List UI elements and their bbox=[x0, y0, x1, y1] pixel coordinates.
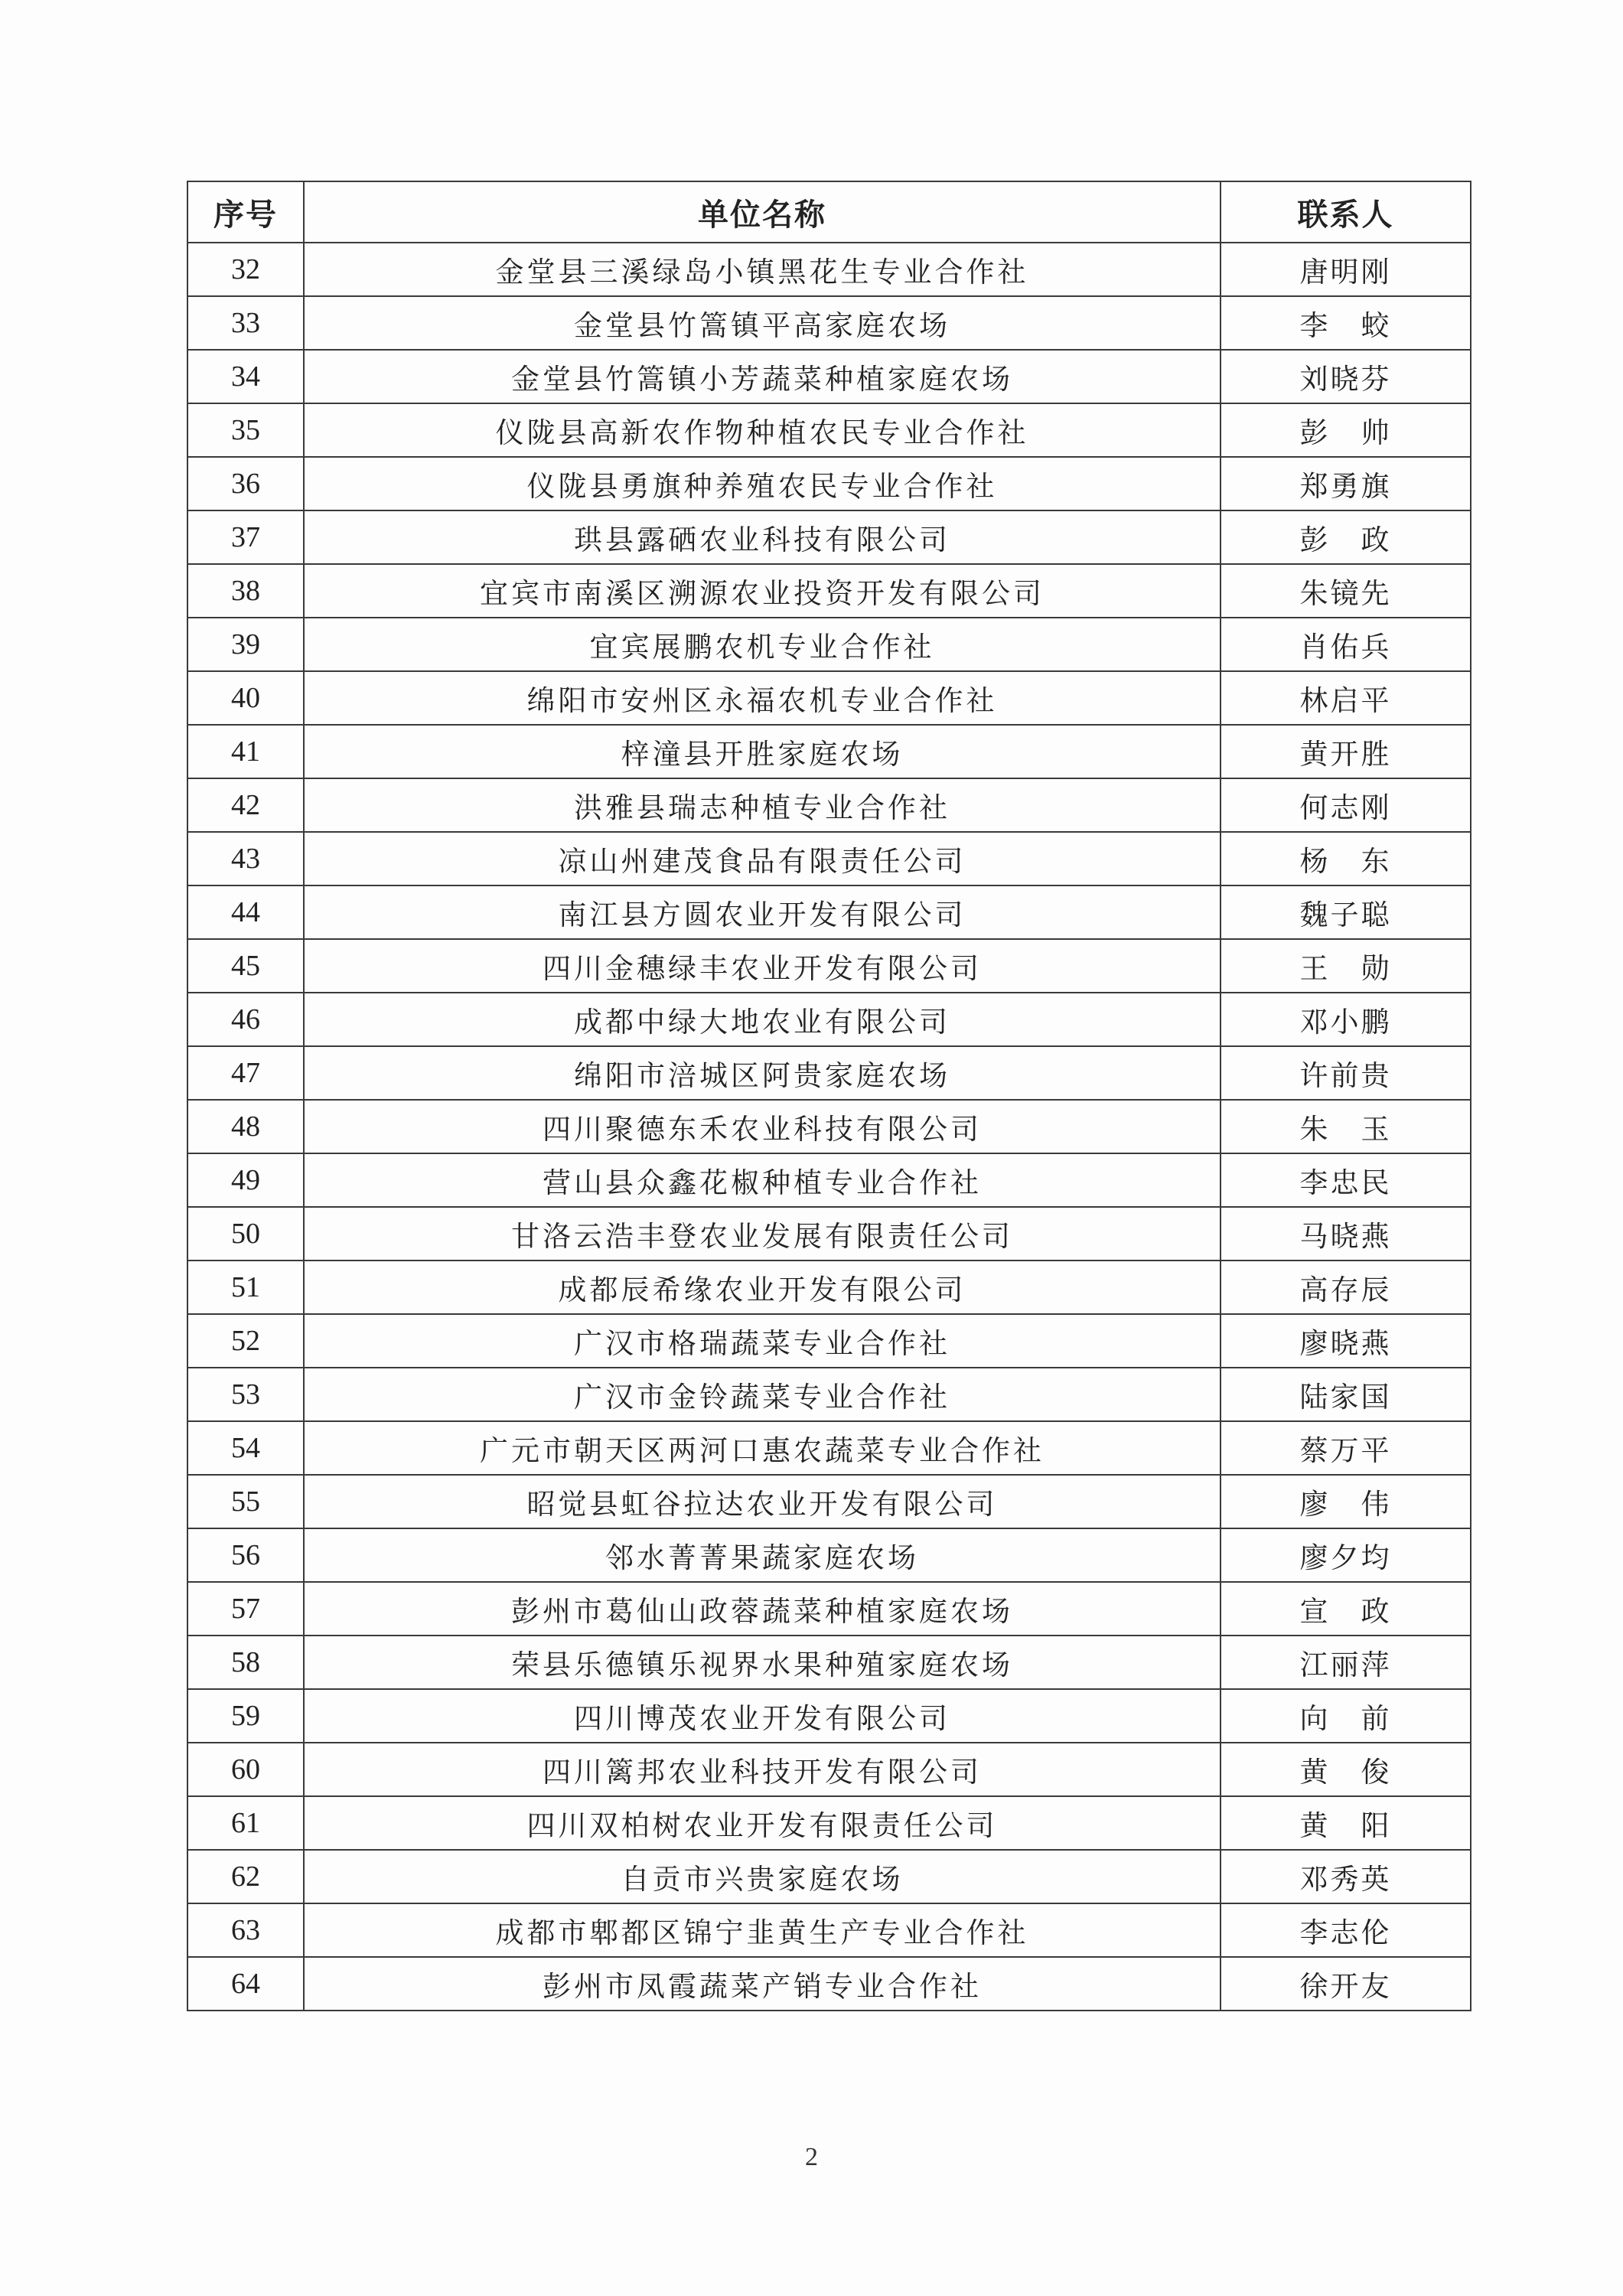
unit-name: 仪陇县勇旗种养殖农民专业合作社 bbox=[304, 457, 1221, 510]
contact-person: 李忠民 bbox=[1221, 1153, 1471, 1207]
unit-name: 四川双柏树农业开发有限责任公司 bbox=[304, 1796, 1221, 1850]
contact-person: 黄 俊 bbox=[1221, 1743, 1471, 1796]
row-number: 60 bbox=[187, 1743, 304, 1796]
table-row bbox=[187, 350, 1471, 403]
row-number: 54 bbox=[187, 1421, 304, 1475]
table-row bbox=[187, 1796, 1471, 1850]
table-row bbox=[187, 1153, 1471, 1207]
contact-person: 徐开友 bbox=[1221, 1957, 1471, 2011]
row-number: 39 bbox=[187, 618, 304, 671]
table-row bbox=[187, 243, 1471, 296]
row-number: 49 bbox=[187, 1153, 304, 1207]
row-number: 32 bbox=[187, 243, 304, 296]
contact-person: 许前贵 bbox=[1221, 1046, 1471, 1100]
unit-name: 凉山州建茂食品有限责任公司 bbox=[304, 832, 1221, 885]
contact-person: 朱 玉 bbox=[1221, 1100, 1471, 1153]
row-number: 47 bbox=[187, 1046, 304, 1100]
row-number: 44 bbox=[187, 885, 304, 939]
table-body bbox=[187, 243, 1471, 2011]
unit-name: 彭州市凤霞蔬菜产销专业合作社 bbox=[304, 1957, 1221, 2011]
table-row bbox=[187, 1314, 1471, 1368]
row-number: 48 bbox=[187, 1100, 304, 1153]
unit-name: 成都中绿大地农业有限公司 bbox=[304, 993, 1221, 1046]
unit-name: 绵阳市安州区永福农机专业合作社 bbox=[304, 671, 1221, 725]
unit-name: 四川篱邦农业科技开发有限公司 bbox=[304, 1743, 1221, 1796]
contact-person: 宣 政 bbox=[1221, 1582, 1471, 1636]
contact-person: 彭 帅 bbox=[1221, 403, 1471, 457]
contact-person: 王 勋 bbox=[1221, 939, 1471, 993]
contact-person: 陆家国 bbox=[1221, 1368, 1471, 1421]
unit-name: 成都辰希缘农业开发有限公司 bbox=[304, 1261, 1221, 1314]
contact-person: 李 蛟 bbox=[1221, 296, 1471, 350]
contact-person: 廖 伟 bbox=[1221, 1475, 1471, 1528]
contact-person: 邓小鹏 bbox=[1221, 993, 1471, 1046]
contact-person: 郑勇旗 bbox=[1221, 457, 1471, 510]
table-row bbox=[187, 1636, 1471, 1689]
table-row bbox=[187, 885, 1471, 939]
row-number: 53 bbox=[187, 1368, 304, 1421]
unit-name: 广元市朝天区两河口惠农蔬菜专业合作社 bbox=[304, 1421, 1221, 1475]
row-number: 51 bbox=[187, 1261, 304, 1314]
unit-name: 广汉市金铃蔬菜专业合作社 bbox=[304, 1368, 1221, 1421]
table-header-row bbox=[187, 181, 1471, 243]
row-number: 56 bbox=[187, 1528, 304, 1582]
unit-name: 营山县众鑫花椒种植专业合作社 bbox=[304, 1153, 1221, 1207]
row-number: 43 bbox=[187, 832, 304, 885]
unit-name: 四川博茂农业开发有限公司 bbox=[304, 1689, 1221, 1743]
unit-name: 邻水菁菁果蔬家庭农场 bbox=[304, 1528, 1221, 1582]
row-number: 62 bbox=[187, 1850, 304, 1903]
table-row bbox=[187, 993, 1471, 1046]
row-number: 42 bbox=[187, 778, 304, 832]
table-row bbox=[187, 1957, 1471, 2011]
page-number: 2 bbox=[805, 2143, 818, 2171]
header-unit-name: 单位名称 bbox=[304, 181, 1221, 243]
unit-name: 宜宾展鹏农机专业合作社 bbox=[304, 618, 1221, 671]
table-row bbox=[187, 564, 1471, 618]
row-number: 40 bbox=[187, 671, 304, 725]
table-row bbox=[187, 832, 1471, 885]
contact-person: 廖夕均 bbox=[1221, 1528, 1471, 1582]
unit-name: 洪雅县瑞志种植专业合作社 bbox=[304, 778, 1221, 832]
row-number: 37 bbox=[187, 510, 304, 564]
row-number: 35 bbox=[187, 403, 304, 457]
contact-person: 杨 东 bbox=[1221, 832, 1471, 885]
table-row bbox=[187, 1207, 1471, 1261]
table-row bbox=[187, 1421, 1471, 1475]
table-row bbox=[187, 618, 1471, 671]
table-row bbox=[187, 1903, 1471, 1957]
unit-name: 宜宾市南溪区溯源农业投资开发有限公司 bbox=[304, 564, 1221, 618]
row-number: 52 bbox=[187, 1314, 304, 1368]
unit-name: 金堂县竹篙镇小芳蔬菜种植家庭农场 bbox=[304, 350, 1221, 403]
unit-name: 仪陇县高新农作物种植农民专业合作社 bbox=[304, 403, 1221, 457]
table-row bbox=[187, 778, 1471, 832]
table-row bbox=[187, 1046, 1471, 1100]
row-number: 50 bbox=[187, 1207, 304, 1261]
row-number: 63 bbox=[187, 1903, 304, 1957]
unit-name: 荣县乐德镇乐视界水果种殖家庭农场 bbox=[304, 1636, 1221, 1689]
table-row bbox=[187, 1582, 1471, 1636]
unit-name: 广汉市格瑞蔬菜专业合作社 bbox=[304, 1314, 1221, 1368]
table-row bbox=[187, 671, 1471, 725]
contact-person: 黄开胜 bbox=[1221, 725, 1471, 778]
row-number: 33 bbox=[187, 296, 304, 350]
row-number: 61 bbox=[187, 1796, 304, 1850]
contact-person: 蔡万平 bbox=[1221, 1421, 1471, 1475]
contact-person: 邓秀英 bbox=[1221, 1850, 1471, 1903]
table-row bbox=[187, 1689, 1471, 1743]
table-row bbox=[187, 510, 1471, 564]
unit-name: 珙县露硒农业科技有限公司 bbox=[304, 510, 1221, 564]
table-row bbox=[187, 403, 1471, 457]
contact-person: 肖佑兵 bbox=[1221, 618, 1471, 671]
contact-person: 朱镜先 bbox=[1221, 564, 1471, 618]
row-number: 59 bbox=[187, 1689, 304, 1743]
row-number: 38 bbox=[187, 564, 304, 618]
contact-person: 高存辰 bbox=[1221, 1261, 1471, 1314]
table-row bbox=[187, 1475, 1471, 1528]
row-number: 41 bbox=[187, 725, 304, 778]
contact-person: 刘晓芬 bbox=[1221, 350, 1471, 403]
row-number: 55 bbox=[187, 1475, 304, 1528]
row-number: 45 bbox=[187, 939, 304, 993]
row-number: 34 bbox=[187, 350, 304, 403]
contact-person: 李志伦 bbox=[1221, 1903, 1471, 1957]
row-number: 58 bbox=[187, 1636, 304, 1689]
unit-name: 四川聚德东禾农业科技有限公司 bbox=[304, 1100, 1221, 1153]
contact-person: 黄 阳 bbox=[1221, 1796, 1471, 1850]
table-row bbox=[187, 1368, 1471, 1421]
table-row bbox=[187, 1528, 1471, 1582]
row-number: 57 bbox=[187, 1582, 304, 1636]
unit-name: 昭觉县虹谷拉达农业开发有限公司 bbox=[304, 1475, 1221, 1528]
header-number: 序号 bbox=[187, 181, 304, 243]
contact-person: 唐明刚 bbox=[1221, 243, 1471, 296]
table-row bbox=[187, 1261, 1471, 1314]
row-number: 64 bbox=[187, 1957, 304, 2011]
header-contact: 联系人 bbox=[1221, 181, 1471, 243]
unit-name: 彭州市葛仙山政蓉蔬菜种植家庭农场 bbox=[304, 1582, 1221, 1636]
contact-person: 向 前 bbox=[1221, 1689, 1471, 1743]
contact-person: 林启平 bbox=[1221, 671, 1471, 725]
unit-name: 金堂县三溪绿岛小镇黑花生专业合作社 bbox=[304, 243, 1221, 296]
contact-person: 江丽萍 bbox=[1221, 1636, 1471, 1689]
unit-name: 金堂县竹篙镇平高家庭农场 bbox=[304, 296, 1221, 350]
row-number: 36 bbox=[187, 457, 304, 510]
table-row bbox=[187, 1850, 1471, 1903]
contact-person: 廖晓燕 bbox=[1221, 1314, 1471, 1368]
unit-name: 四川金穗绿丰农业开发有限公司 bbox=[304, 939, 1221, 993]
unit-name: 自贡市兴贵家庭农场 bbox=[304, 1850, 1221, 1903]
table-row bbox=[187, 1743, 1471, 1796]
unit-name: 南江县方圆农业开发有限公司 bbox=[304, 885, 1221, 939]
contact-person: 马晓燕 bbox=[1221, 1207, 1471, 1261]
contact-person: 彭 政 bbox=[1221, 510, 1471, 564]
unit-name: 梓潼县开胜家庭农场 bbox=[304, 725, 1221, 778]
table-row bbox=[187, 457, 1471, 510]
table-row bbox=[187, 296, 1471, 350]
unit-name: 绵阳市涪城区阿贵家庭农场 bbox=[304, 1046, 1221, 1100]
table-row bbox=[187, 939, 1471, 993]
unit-roster-table bbox=[187, 181, 1471, 2011]
row-number: 46 bbox=[187, 993, 304, 1046]
table-row bbox=[187, 725, 1471, 778]
unit-name: 甘洛云浩丰登农业发展有限责任公司 bbox=[304, 1207, 1221, 1261]
contact-person: 何志刚 bbox=[1221, 778, 1471, 832]
contact-person: 魏子聪 bbox=[1221, 885, 1471, 939]
unit-name: 成都市郫都区锦宁韭黄生产专业合作社 bbox=[304, 1903, 1221, 1957]
table-row bbox=[187, 1100, 1471, 1153]
